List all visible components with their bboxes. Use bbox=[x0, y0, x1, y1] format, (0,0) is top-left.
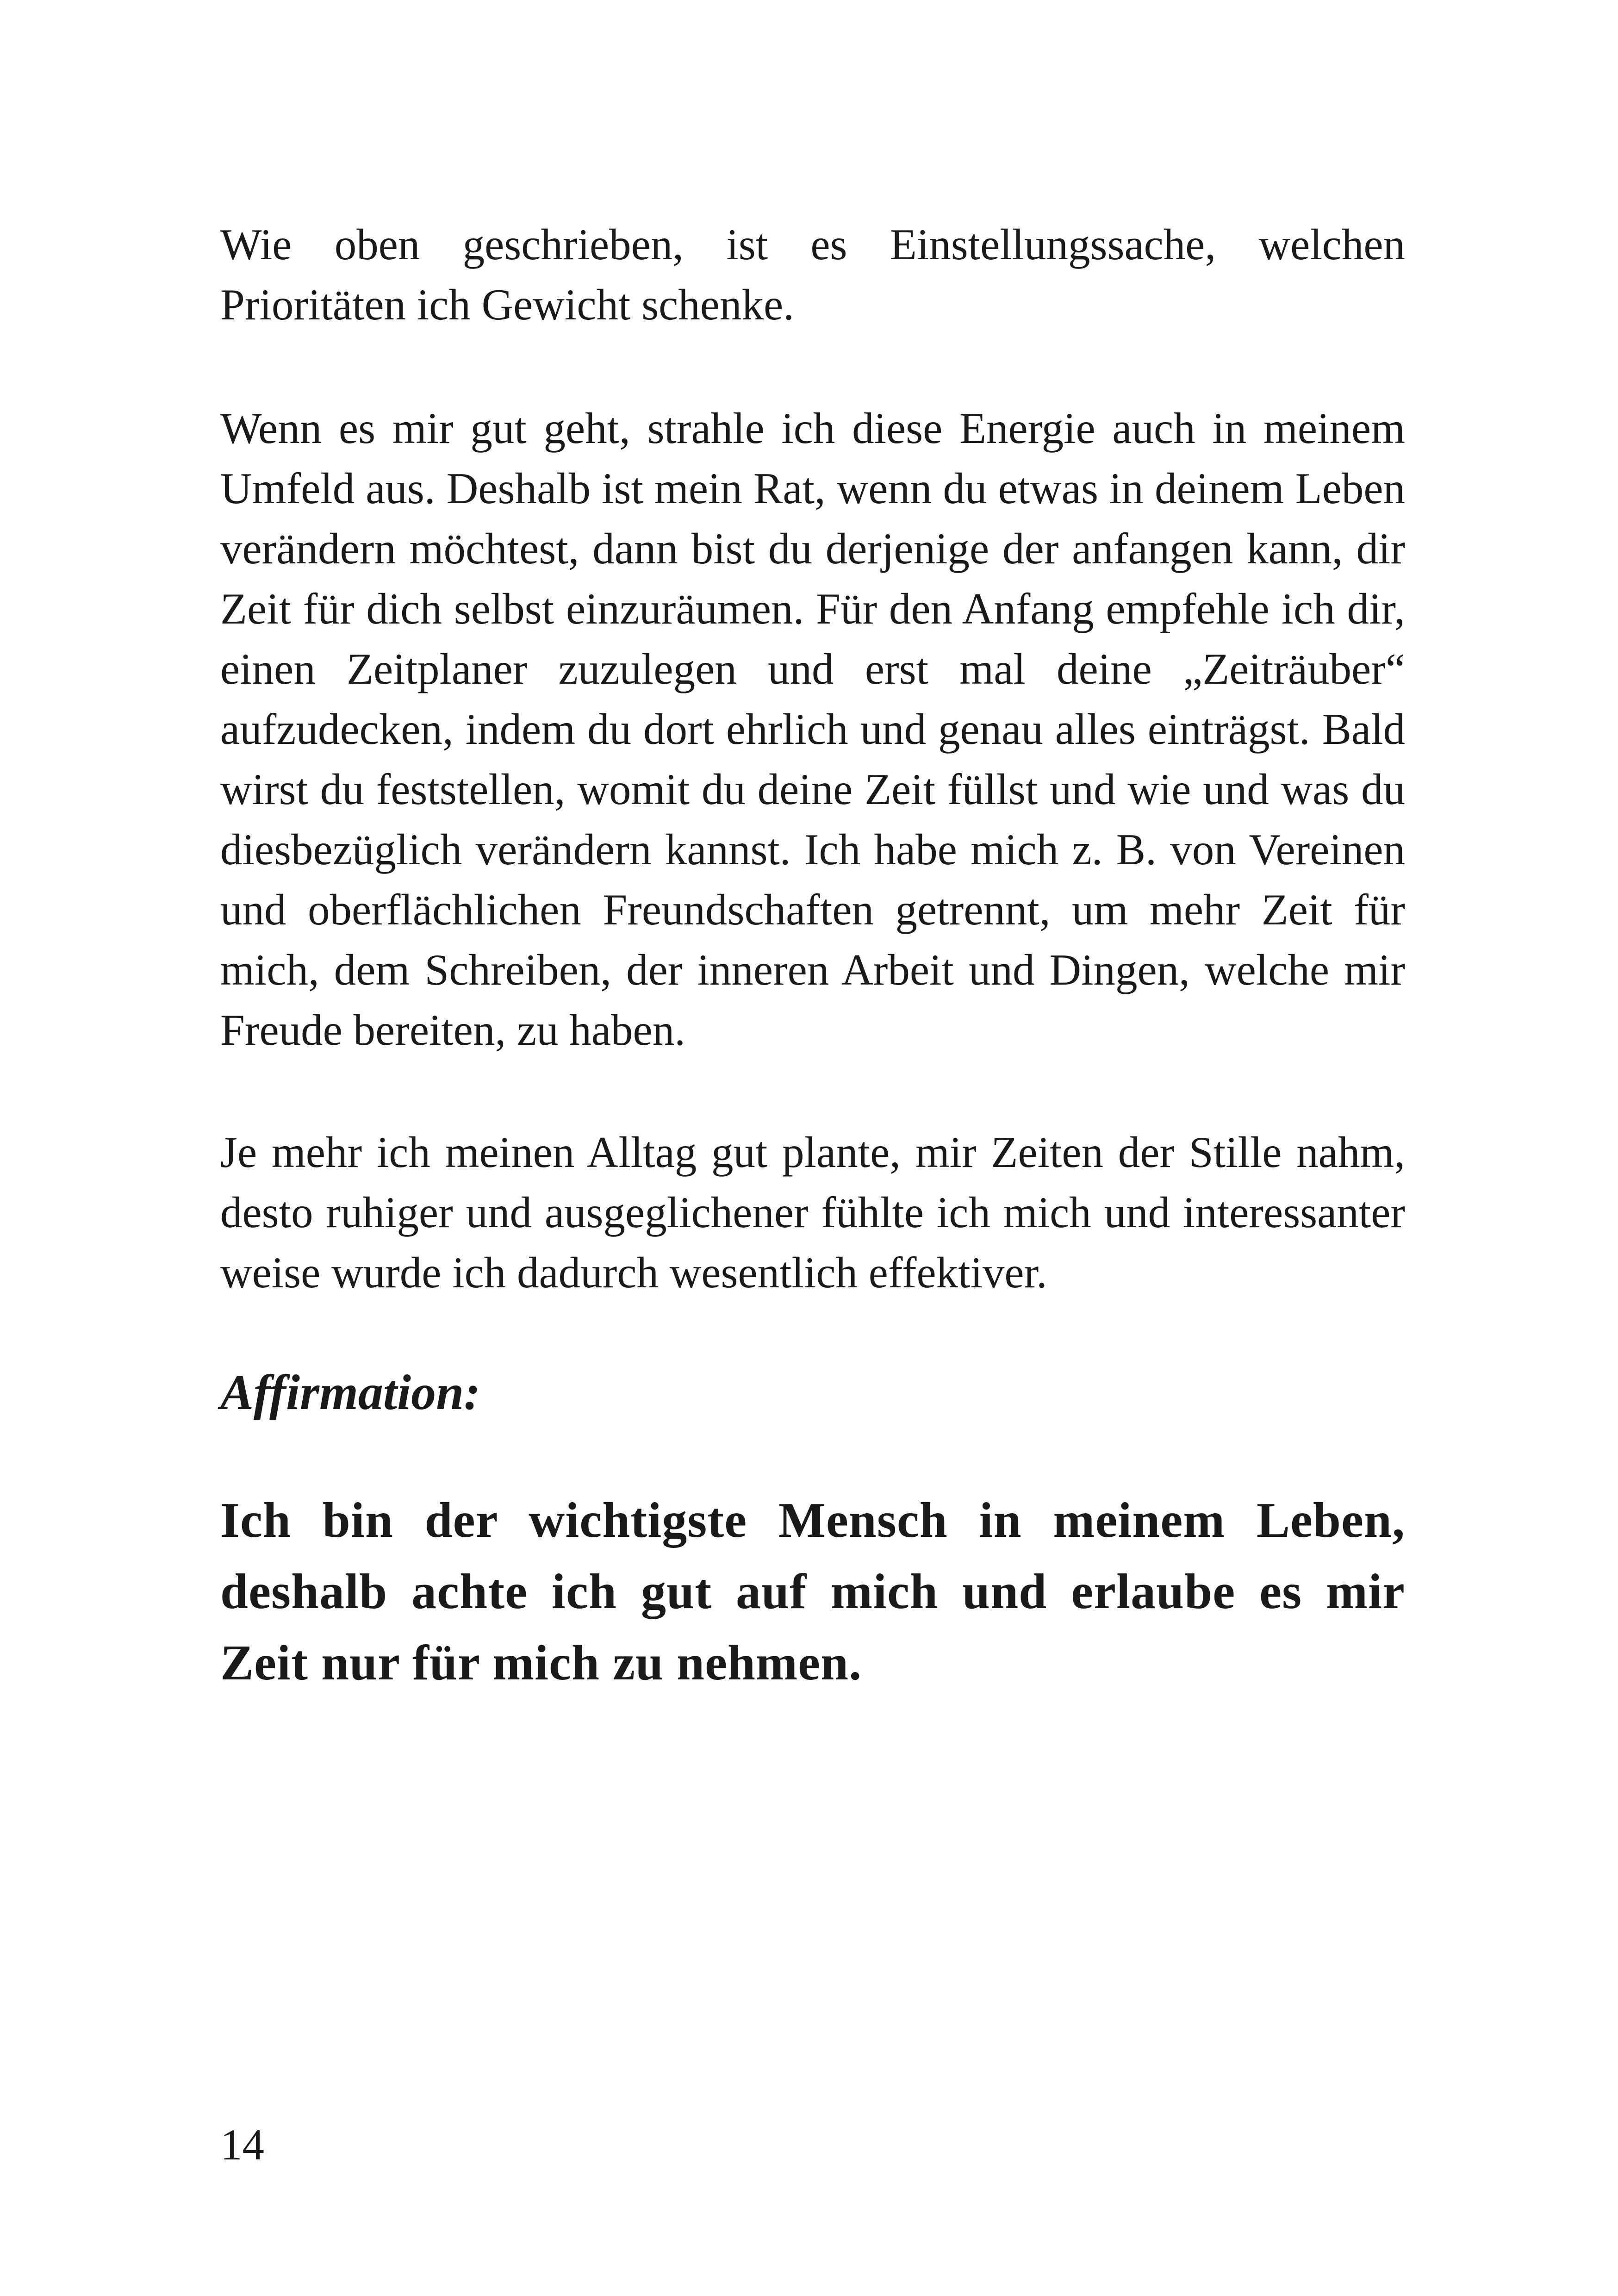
paragraph-daily-routine: Je mehr ich meinen Alltag gut plante, mir Zeiten der Stille nahm, desto ruhiger und ausgeglichener fühlte ich mich und interessanter weise wurde ich dadurch wesentlich effektiver. bbox=[220, 1128, 1405, 1297]
affirmation-heading: Affirmation: bbox=[220, 1365, 481, 1420]
paragraph-advice: Wenn es mir gut geht, strahle ich diese Energie auch in meinem Umfeld aus. Deshalb ist mein Rat, wenn du etwas in deinem Leben verändern möchtest, dann bist du derjenige der anfangen kann, dir Zeit für dich selbst einzuräumen. Für den Anfang empfehle ich dir, einen Zeitplaner zuzulegen und erst mal deine „Zeiträuber“ aufzudecken, indem du dort ehrlich und genau alles einträgst. Bald wirst du feststellen, womit du deine Zeit füllst und wie und was du diesbezüglich verändern kannst. Ich habe mich z. B. von Vereinen und oberflächlichen Freundschaften getrennt, um mehr Zeit für mich, dem Schreiben, der inneren Arbeit und Dingen, welche mir Freude bereiten, zu haben. bbox=[220, 404, 1405, 1054]
page-number: 14 bbox=[220, 2120, 264, 2169]
affirmation-text: Ich bin der wichtigste Mensch in meinem Leben, deshalb achte ich gut auf mich und erlaube es mir Zeit nur für mich zu nehmen. bbox=[220, 1493, 1405, 1691]
paragraph-priorities: Wie oben geschrieben, ist es Einstellungssache, welchen Prioritäten ich Gewicht schenke. bbox=[220, 220, 1405, 329]
